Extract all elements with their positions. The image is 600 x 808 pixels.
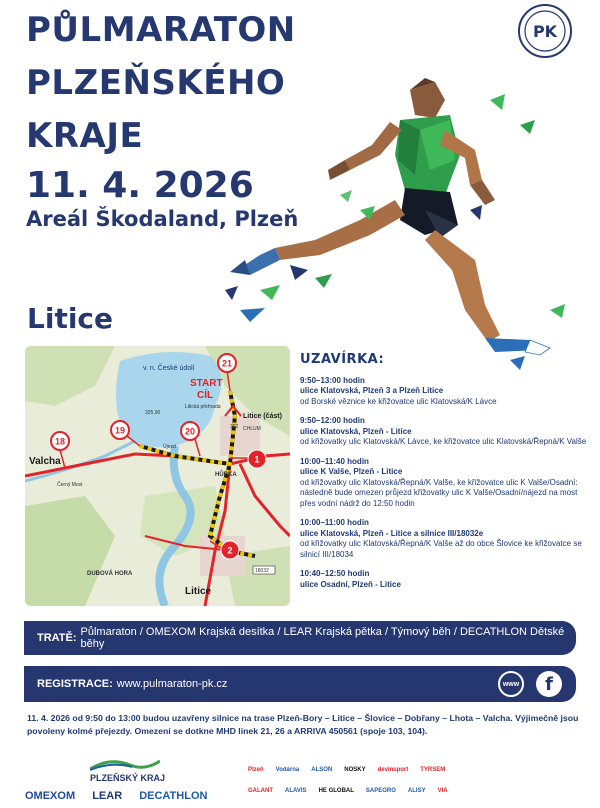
sponsor-omexom: OMEXOM [25,790,76,802]
finish-label: CÍL [197,390,214,401]
start-label: START [190,378,223,389]
registration-label: REGISTRACE: [37,678,113,690]
registration-link[interactable]: www.pulmaraton-pk.cz [116,678,228,690]
sponsor-logo: NOSKY [344,767,366,773]
sponsor-decathlon: DECATHLON [139,790,208,802]
title-line-2: PLZEŇSKÉHO [26,63,286,103]
closure-time: 10:40–12:50 hodin [300,569,370,578]
closure-time: 10:00–11:00 hodin [300,518,369,527]
region-name: PLZEŇSKÝ KRAJ [90,773,166,783]
closure-street: ulice Klatovská, Plzeň 3 a Plzeň Litice [300,386,444,395]
runner-illustration [220,60,600,380]
svg-text:19: 19 [114,425,126,436]
title-line-1: PŮLMARATON [26,10,296,50]
place-chlum: CHLUM [243,426,261,432]
pk-logo-icon [517,3,573,59]
region-logo-icon [90,757,160,771]
event-venue: Areál Škodaland, Plzeň [26,207,299,231]
lake-label: v. n. České údolí [143,365,195,372]
place-hurka: HŮRKA [215,472,237,478]
svg-text:20: 20 [184,426,196,437]
courses-label: TRATĚ: [37,632,77,644]
social-icons [498,671,562,697]
facebook-icon[interactable]: f [536,671,562,697]
closure-time: 9:50–12:00 hodin [300,416,365,425]
closure-item [300,457,590,510]
place-cerny-most: Černý Most [57,482,83,488]
spot-height-1: 325,90 [145,410,161,416]
route-map[interactable] [25,346,290,606]
closure-item [300,569,590,590]
closures-panel [300,352,590,599]
sponsors-strip [0,752,600,800]
closure-street: ulice Osadní, Plzeň - Litice [300,579,401,589]
svg-text:21: 21 [221,358,233,369]
place-valcha: Valcha [29,456,61,467]
closure-street: ulice K Valše, Plzeň - Litice [300,467,403,476]
place-litice: Litice [185,586,212,597]
svg-text:1: 1 [254,454,260,465]
closure-item [300,376,590,408]
sponsor-lear: LEAR [92,790,123,802]
globe-icon[interactable] [498,671,524,697]
place-ujezd: Újezd [163,444,176,450]
dam-label: Litická přehrada [185,404,221,410]
closure-street: ulice Klatovská, Plzeň - Litice a silnice III/18032e [300,528,484,538]
registration-bar [24,666,576,702]
sponsor-logo: ALAVIS [285,788,307,794]
svg-text:2: 2 [227,545,233,556]
sponsor-logo: Vodárna [275,767,300,773]
closure-note: 11. 4. 2026 od 9:50 do 13:00 budou uzavřeny silnice na trase Plzeň-Bory – Litice – Šlovice – Dobřany – Lhota – Valcha. Výjimečně jsou povoleny kolmé přejezdy. Omezení se dotkne MHD linek 21, 26 a ARRIVA 450561 (spoje 103, 104). [27,713,579,736]
main-sponsors [25,790,221,802]
sponsor-logo: HE GLOBAL [318,788,354,794]
closure-time: 10:00–11:40 hodin [300,456,369,466]
section-title: Litice [27,302,114,335]
sponsor-logo: ALSON [311,767,333,773]
closure-item [300,416,590,448]
closure-detail: od křižovatky ulic Klatovská/K Lávce, ke křižovatce ulic Klatovská/Řepná/K Valše [300,437,587,446]
sponsor-logo: Plzeň [248,767,264,773]
sponsor-logo: GALANT [248,788,273,794]
spot-height-2: 362 [230,424,239,430]
sponsor-row [245,766,585,775]
courses-bar [24,621,576,655]
sponsor-row [245,787,585,796]
sponsor-logo: ALISY [407,788,426,794]
closure-detail: od křižovatky ulic Klatovská/Řepná/K Valše, ke křižovatce ulic K Valše/Osadní: následně bude omezen průjezd křižovatky ulic K Valše/Osadní/nájezd na most přes vodní nádrž do 12:50 hodin [300,477,578,508]
closure-detail: od křižovatky ulic Klatovská/Řepná/K Valše až do obce Šlovice ke křižovatce se silnicí III/18034 [300,539,582,559]
svg-text:18: 18 [54,436,66,447]
sponsor-logo: VIA [437,788,448,794]
sponsor-logo: TYRSEM [420,767,446,773]
pk-logo-text: PK [532,22,558,41]
place-dubova-hora: DUBOVÁ HORA [87,571,133,577]
place-litice-cast: Litice (část) [243,413,282,420]
closures-heading: UZAVÍRKA: [300,352,385,367]
closure-item [300,518,590,560]
road-number: 18032 [255,568,269,574]
sponsor-logo: devinsport [377,767,409,773]
courses-text: Půlmaraton / OMEXOM Krajská desítka / LEAR Krajská pětka / Týmový běh / DECATHLON Dětské běhy [80,626,565,650]
sponsor-grid [245,766,585,808]
title-line-3: KRAJE [26,116,144,156]
closure-street: ulice Klatovská, Plzeň - Litice [300,426,412,436]
web-icon-text: www [502,680,520,688]
event-date: 11. 4. 2026 [26,165,254,206]
sponsor-logo: SAPEGRO [365,788,396,794]
closure-time: 9:50–13:00 hodin [300,375,365,385]
plzensky-kraj-logo [90,757,166,783]
closure-detail: od Borské věznice ke křižovatce ulic Klatovská/K Lávce [300,396,497,406]
